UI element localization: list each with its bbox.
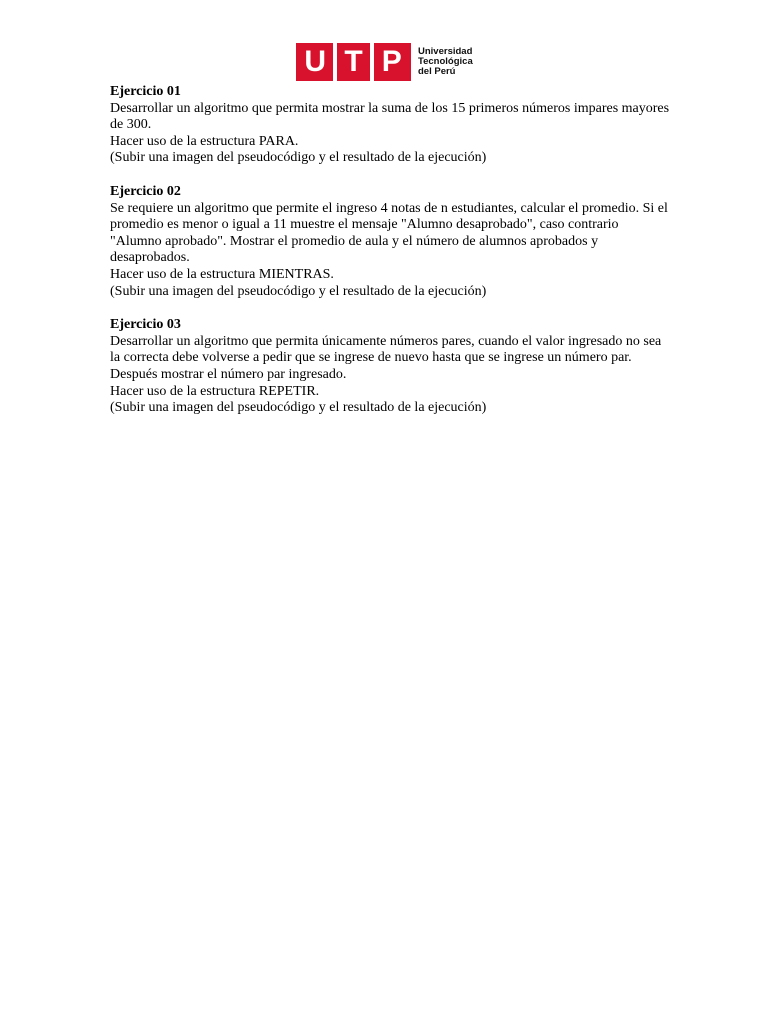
exercise-instruction: (Subir una imagen del pseudocódigo y el resultado de la ejecución) [110,283,487,299]
exercise-structure: Hacer uso de la estructura MIENTRAS. [110,266,334,282]
logo-university-name [418,47,473,77]
logo-divider [333,43,337,81]
logo-name-line: Universidad [418,46,473,57]
exercise-title: Ejercicio 03 [110,317,181,333]
exercise-instruction: (Subir una imagen del pseudocódigo y el resultado de la ejecución) [110,150,487,166]
document-body [110,84,670,434]
logo-name-line: del Perú [418,66,456,77]
logo-name-line: Tecnológica [418,56,473,67]
exercise-title: Ejercicio 02 [110,183,181,199]
exercise-statement: Desarrollar un algoritmo que permita únicamente números pares, cuando el valor ingresado no sea la correcta debe volverse a pedir que se ingrese de nuevo hasta que se ingrese un número par. Después mostrar el número par ingresado. [110,333,662,382]
logo-letter-u: U [304,45,326,78]
exercise-03 [110,317,670,417]
exercise-structure: Hacer uso de la estructura REPETIR. [110,383,320,399]
exercise-02 [110,184,670,300]
exercise-title: Ejercicio 01 [110,84,181,99]
exercise-statement: Se requiere un algoritmo que permite el ingreso 4 notas de n estudiantes, calcular el promedio. Si el promedio es menor o igual a 11 muestre el mensaje "Alumno desaprobado", caso contrario "Alumno aprobado". Mostrar el promedio de aula y el número de alumnos aprobados y desaprobados. [110,200,668,266]
exercise-01 [110,84,670,167]
utp-logo-mark [296,43,411,81]
logo-divider [370,43,374,81]
exercise-structure: Hacer uso de la estructura PARA. [110,133,299,149]
logo-letter-t: T [344,45,363,78]
exercise-statement: Desarrollar un algoritmo que permita mostrar la suma de los 15 primeros números impares mayores de 300. [110,100,670,133]
utp-logo [296,43,473,81]
logo-letter-p: P [381,45,402,78]
exercise-instruction: (Subir una imagen del pseudocódigo y el resultado de la ejecución) [110,400,487,416]
